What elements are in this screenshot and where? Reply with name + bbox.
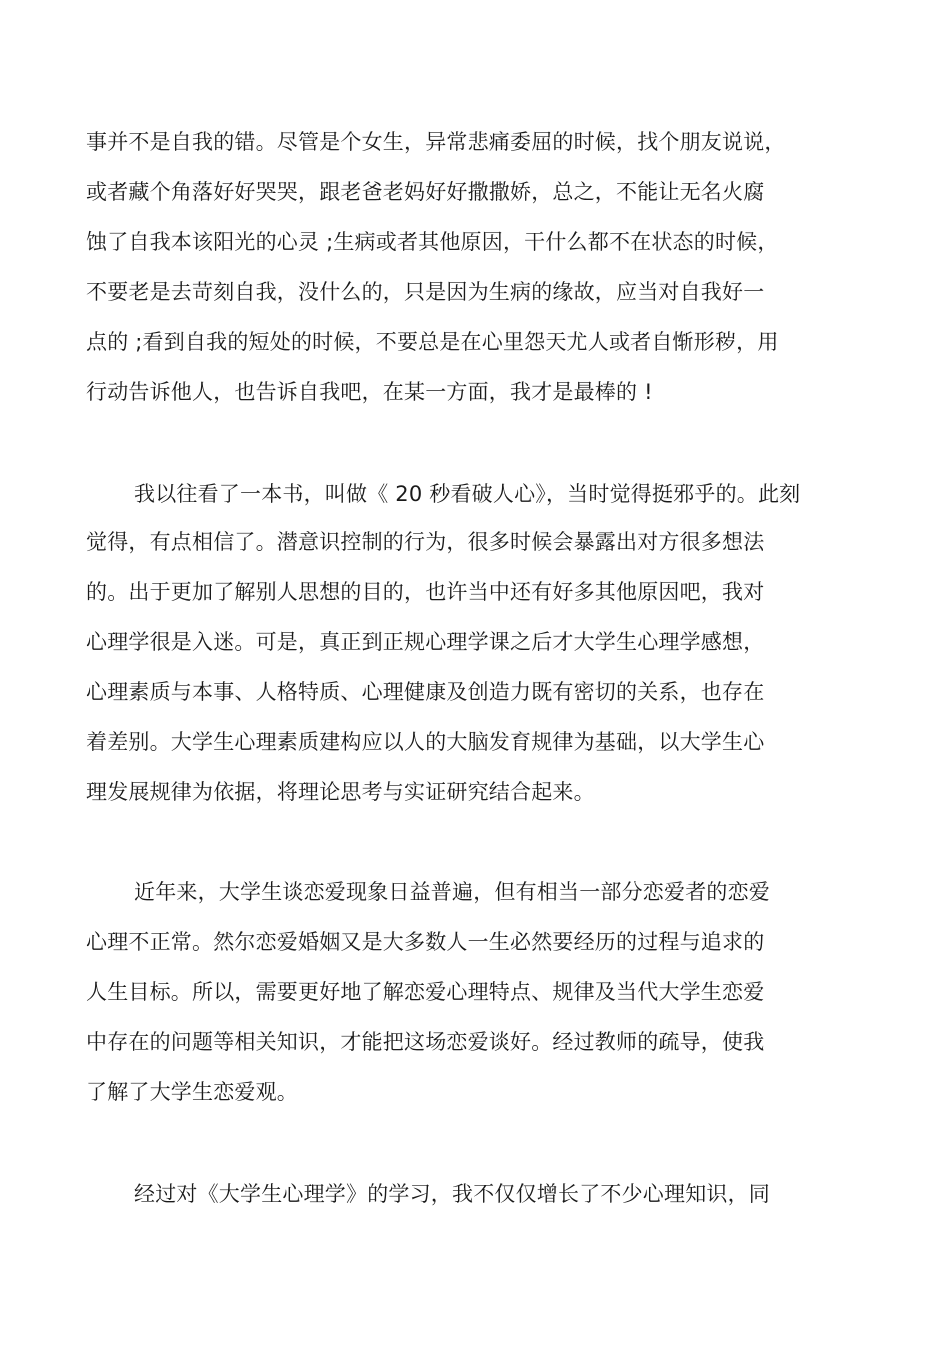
paragraph-2-line-6: 着差别。大学生心理素质建构应以人的大脑发育规律为基础，以大学生心 xyxy=(86,730,765,754)
paragraph-2-line-5: 心理素质与本事、人格特质、心理健康及创造力既有密切的关系，也存在 xyxy=(86,680,765,704)
paragraph-2-line-3: 的。出于更加了解别人思想的目的，也许当中还有好多其他原因吧，我对 xyxy=(86,580,765,604)
paragraph-3-line-5: 了解了大学生恋爱观。 xyxy=(86,1080,298,1104)
paragraph-2-line-4: 心理学很是入迷。可是，真正到正规心理学课之后才大学生心理学感想， xyxy=(86,630,765,654)
paragraph-1-line-1: 事并不是自我的错。尽管是个女生，异常悲痛委屈的时候，找个朋友说说， xyxy=(86,130,786,154)
paragraph-4-line-1: 经过对《大学生心理学》的学习，我不仅仅增长了不少心理知识，同 xyxy=(134,1182,770,1206)
paragraph-1-line-2: 或者藏个角落好好哭哭，跟老爸老妈好好撒撒娇，总之，不能让无名火腐 xyxy=(86,180,765,204)
paragraph-1-line-5: 点的 ;看到自我的短处的时候，不要总是在心里怨天尤人或者自惭形秽，用 xyxy=(86,330,779,354)
paragraph-2-line-1: 我以往看了一本书，叫做《 20 秒看破人心》，当时觉得挺邪乎的。此刻 xyxy=(134,482,801,506)
paragraph-2-line-2: 觉得，有点相信了。潜意识控制的行为，很多时候会暴露出对方很多想法 xyxy=(86,530,765,554)
paragraph-1-line-4: 不要老是去苛刻自我，没什么的，只是因为生病的缘故，应当对自我好一 xyxy=(86,280,765,304)
paragraph-2-line-7: 理发展规律为依据，将理论思考与实证研究结合起来。 xyxy=(86,780,595,804)
paragraph-3-line-3: 人生目标。所以，需要更好地了解恋爱心理特点、规律及当代大学生恋爱 xyxy=(86,980,765,1004)
paragraph-3-line-4: 中存在的问题等相关知识，才能把这场恋爱谈好。经过教师的疏导，使我 xyxy=(86,1030,765,1054)
paragraph-3-line-2: 心理不正常。然尔恋爱婚姻又是大多数人一生必然要经历的过程与追求的 xyxy=(86,930,765,954)
paragraph-1-line-3: 蚀了自我本该阳光的心灵 ;生病或者其他原因，干什么都不在状态的时候， xyxy=(86,230,779,254)
paragraph-3-line-1: 近年来，大学生谈恋爱现象日益普遍，但有相当一部分恋爱者的恋爱 xyxy=(134,880,770,904)
paragraph-1-line-6: 行动告诉他人，也告诉自我吧，在某一方面，我才是最棒的 ! xyxy=(86,380,653,404)
